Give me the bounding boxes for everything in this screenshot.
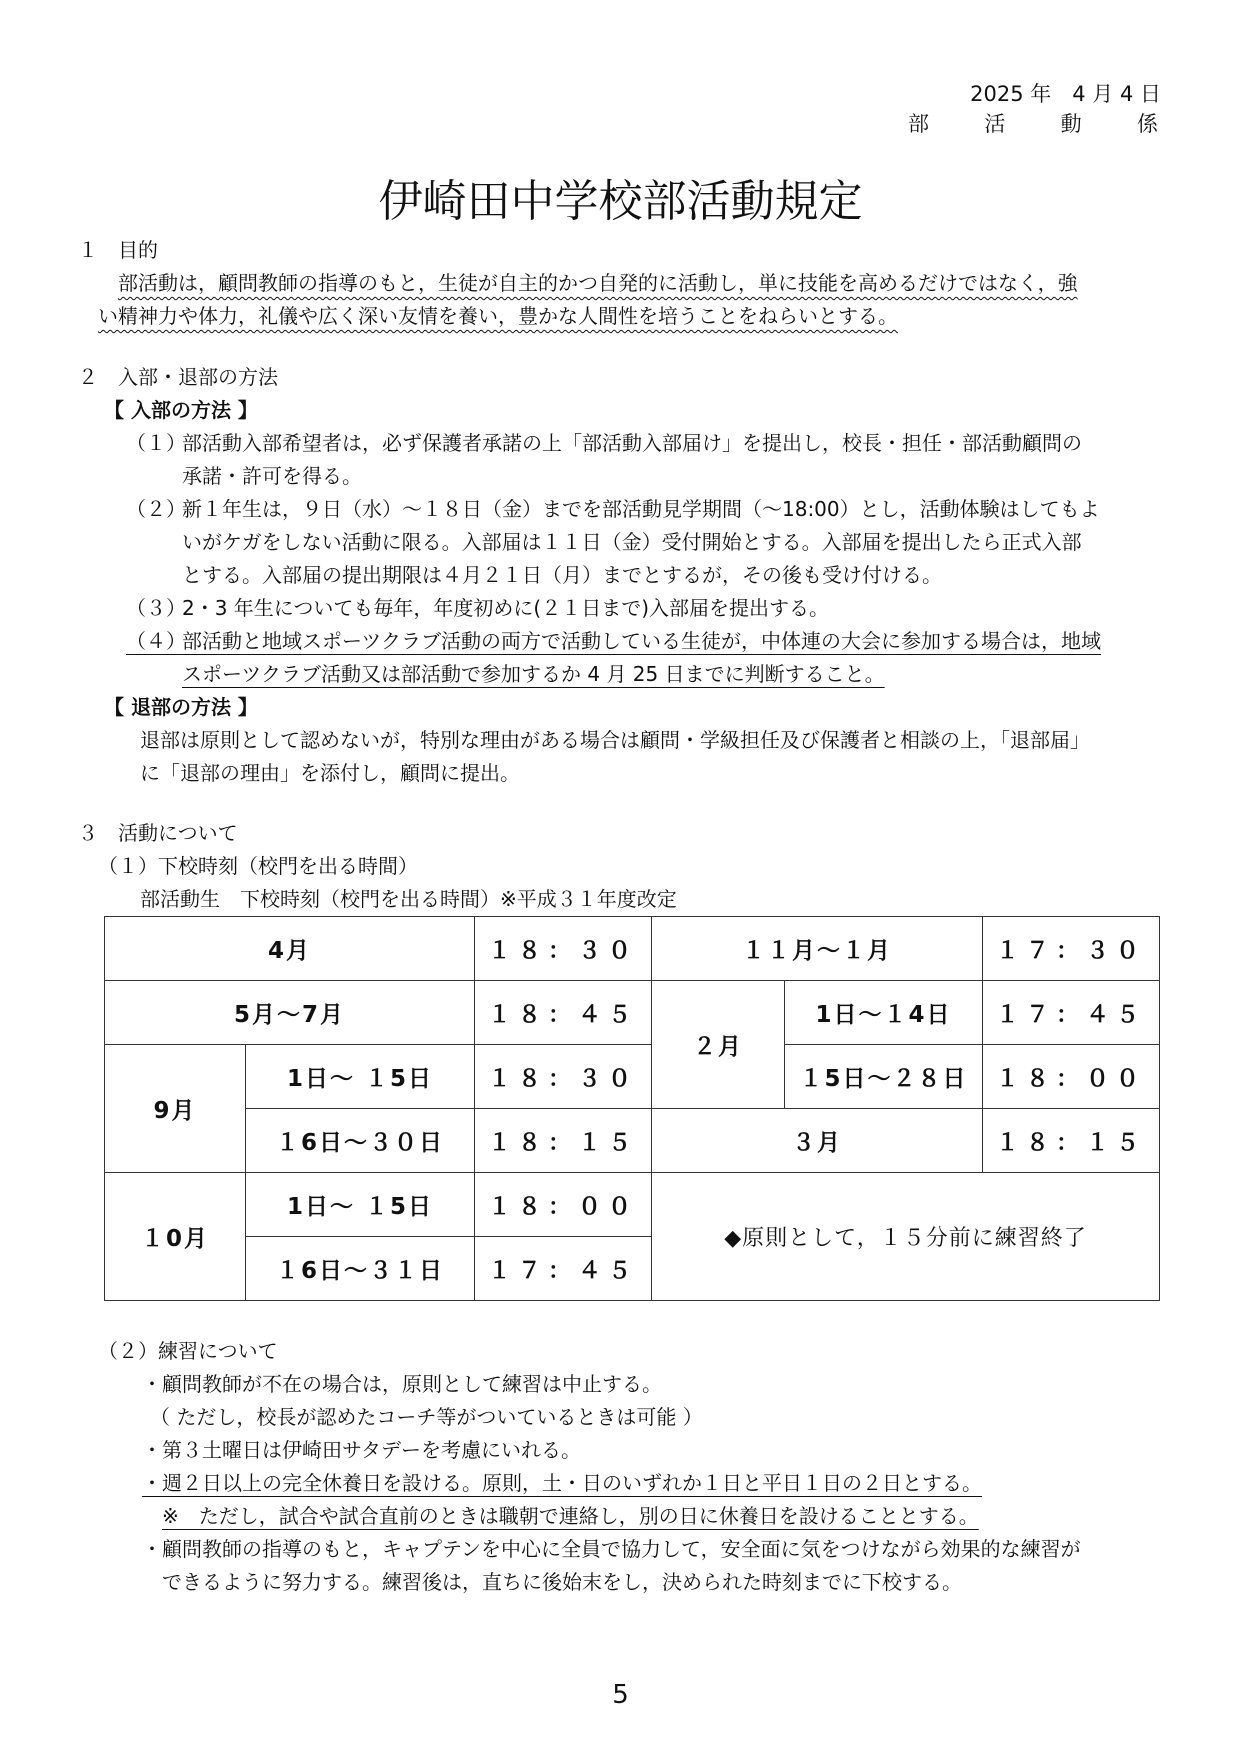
join-item-3	[126, 592, 1176, 625]
table-row	[105, 1045, 1160, 1109]
dismissal-caption: 部活動生 下校時刻（校門を出る時間）※平成３１年度改定	[140, 887, 677, 911]
time-cell: １８：１５	[983, 1109, 1160, 1173]
item-number: （３）	[126, 596, 186, 620]
leave-line: に「退部の理由」を添付し，顧問に提出。	[140, 761, 520, 785]
document-date: 2025 年 4 月 4 日	[970, 82, 1161, 106]
time-cell: １８：００	[475, 1173, 652, 1237]
day-range-cell: １5日～２８日	[785, 1045, 983, 1109]
page-title: 伊崎田中学校部活動規定	[378, 176, 863, 227]
department-name	[908, 108, 1158, 138]
item-line: 部活動と地域スポーツクラブ活動の両方で活動している生徒が，中体連の大会に参加する場合は，地域	[182, 629, 1101, 653]
month-cell: １0月	[105, 1173, 246, 1301]
dismissal-time-table	[104, 916, 1160, 1301]
section3-heading: ３ 活動について	[78, 821, 238, 845]
practice-line: ・顧問教師の指導のもと，キャプテンを中心に全員で協力して，安全面に気をつけながら効果的な練習が	[142, 1537, 1081, 1561]
day-range-cell: 1日～ １5日	[246, 1173, 475, 1237]
item-line: 2・3 年生についても毎年，年度初めに(２１日まで)入部届を提出する。	[182, 596, 830, 620]
leave-method-heading: 【 退部の方法 】	[104, 695, 258, 719]
month-cell: １１月～１月	[652, 917, 983, 981]
section1-heading: １ 目的	[78, 238, 158, 262]
dismissal-subheading: （１）下校時刻（校門を出る時間）	[98, 854, 418, 878]
practice-end-note: ◆原則として，１５分前に練習終了	[652, 1173, 1160, 1301]
section1-line2: い精神力や体力，礼儀や広く深い友情を養い，豊かな人間性を培うことをねらいとする。	[98, 304, 898, 328]
day-range-cell: 1日～ １5日	[246, 1045, 475, 1109]
month-cell: 4月	[105, 917, 475, 981]
month-cell: 5月～7月	[105, 981, 475, 1045]
practice-line: （ ただし，校長が認めたコーチ等がついているときは可能 ）	[150, 1405, 703, 1429]
item-number: （１）	[126, 431, 186, 455]
practice-line: できるように努力する。練習後は，直ちに後始末をし，決められた時刻までに下校する。	[162, 1570, 962, 1594]
dept-char: 動	[1060, 112, 1082, 136]
dept-char: 係	[1136, 112, 1158, 136]
dept-char: 部	[908, 112, 929, 136]
time-cell: １８：１５	[475, 1109, 652, 1173]
month-cell: 9月	[105, 1045, 246, 1173]
time-cell: １８：００	[983, 1045, 1160, 1109]
item-number: （４）	[126, 629, 186, 653]
section2-heading: ２ 入部・退部の方法	[78, 365, 278, 389]
time-cell: １８：３０	[475, 1045, 652, 1109]
time-cell: １７：４５	[475, 1237, 652, 1301]
day-range-cell: 1日～１4日	[785, 981, 983, 1045]
table-row	[105, 917, 1160, 981]
month-cell: ３月	[652, 1109, 983, 1173]
join-item-2	[126, 493, 1176, 592]
month-cell: ２月	[652, 981, 785, 1109]
day-range-cell: １6日～３０日	[246, 1109, 475, 1173]
join-method-heading: 【 入部の方法 】	[104, 398, 258, 422]
day-range-cell: １6日～３１日	[246, 1237, 475, 1301]
item-line: 部活動入部希望者は，必ず保護者承諾の上「部活動入部届け」を提出し，校長・担任・部活動顧問の	[182, 431, 1082, 455]
item-line: とする。入部届の提出期限は４月２１日（月）までとするが，その後も受け付ける。	[182, 563, 942, 587]
time-cell: １７：４５	[983, 981, 1160, 1045]
practice-line: ・顧問教師が不在の場合は，原則として練習は中止する。	[142, 1372, 662, 1396]
time-cell: １７：３０	[983, 917, 1160, 981]
practice-line: ・第３土曜日は伊崎田サタデーを考慮にいれる。	[142, 1438, 581, 1462]
practice-subheading: （２）練習について	[98, 1339, 278, 1363]
time-cell: １８：４５	[475, 981, 652, 1045]
table-row	[105, 1109, 1160, 1173]
table-row	[105, 981, 1160, 1045]
practice-line: ・週２日以上の完全休養日を設ける。原則，土・日のいずれか１日と平日１日の２日とする。	[142, 1471, 982, 1495]
item-line: 新１年生は，９日（水）～１８日（金）までを部活動見学期間（～18:00）とし，活動体験はしてもよ	[182, 497, 1100, 521]
item-line: 承諾・許可を得る。	[182, 464, 362, 488]
page-number: 5	[612, 1680, 629, 1710]
dept-char: 活	[984, 112, 1006, 136]
time-cell: １８：３０	[475, 917, 652, 981]
join-item-4	[126, 625, 1176, 691]
table-row	[105, 1173, 1160, 1237]
item-line: いがケガをしない活動に限る。入部届は１１日（金）受付開始とする。入部届を提出したら正式入部	[182, 530, 1082, 554]
leave-line: 退部は原則として認めないが，特別な理由がある場合は顧問・学級担任及び保護者と相談の上，「退部届」	[140, 728, 1090, 752]
item-line: スポーツクラブ活動又は部活動で参加するか 4 月 25 日までに判断すること。	[182, 662, 885, 686]
section1-line1: 部活動は，顧問教師の指導のもと，生徒が自主的かつ自発的に活動し，単に技能を高めるだけではなく，強	[118, 271, 1078, 295]
practice-line: ※ ただし，試合や試合直前のときは職朝で連絡し，別の日に休養日を設けることとする。	[162, 1504, 979, 1528]
join-item-1	[126, 427, 1176, 493]
item-number: （２）	[126, 497, 186, 521]
